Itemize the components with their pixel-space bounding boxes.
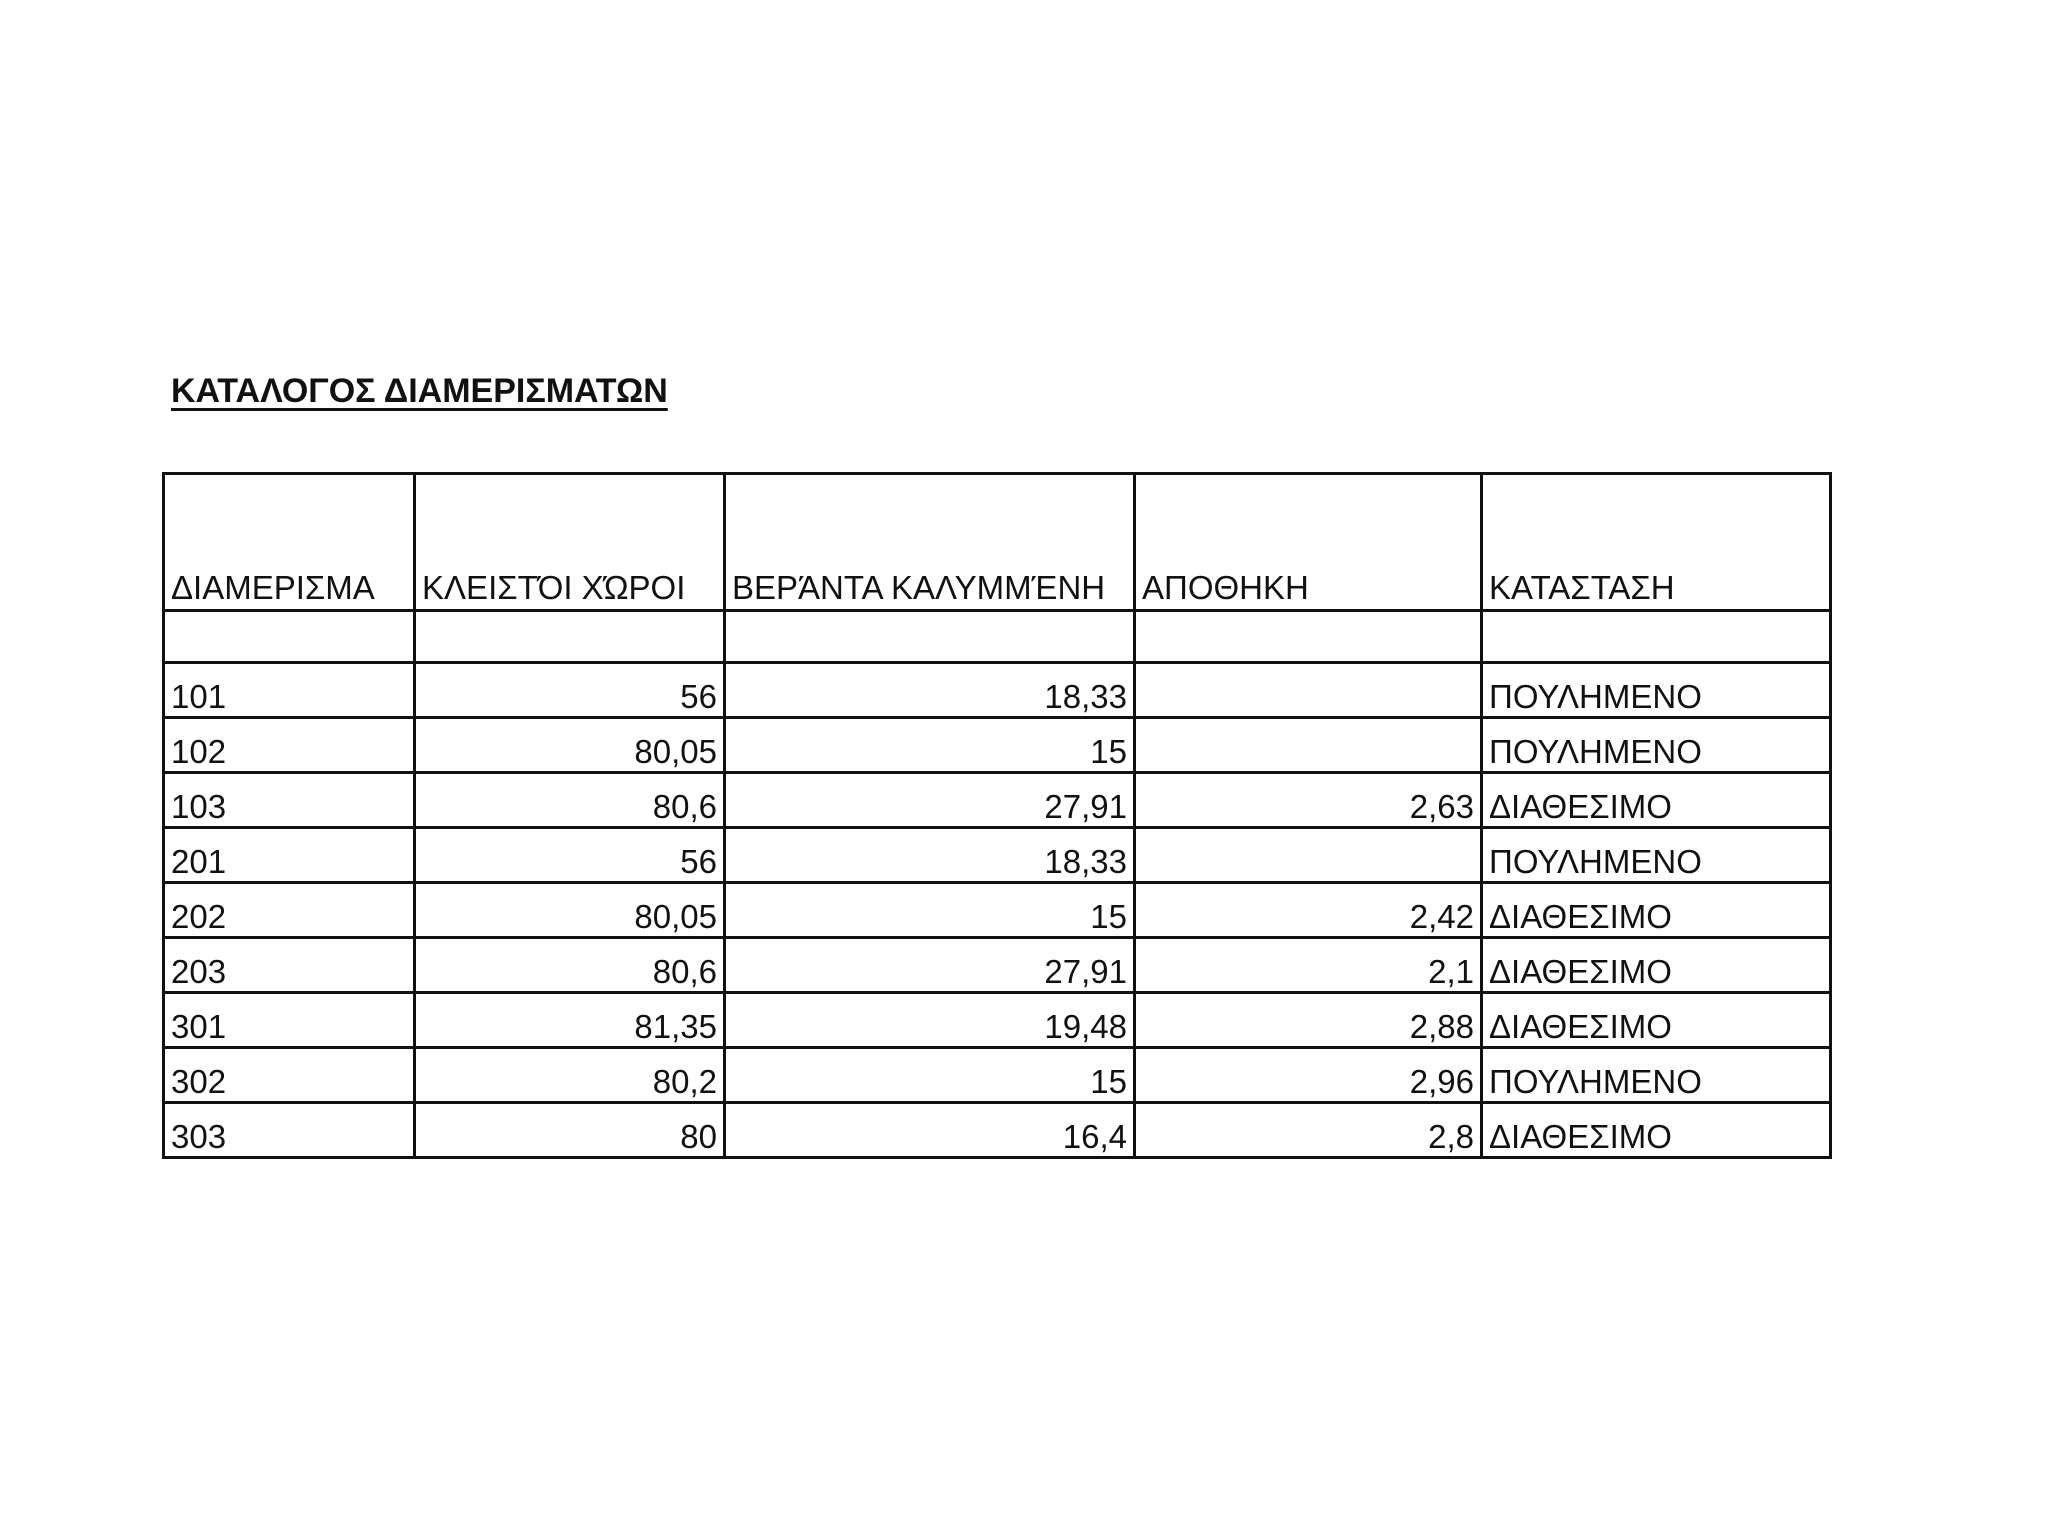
covered-veranda-cell: 18,33 [725,663,1135,718]
table-row [164,1103,1831,1158]
closed-spaces-cell: 80,05 [415,883,725,938]
storage-cell: 2,8 [1135,1103,1482,1158]
header-covered-veranda: ΒΕΡΆΝΤΑ ΚΑΛΥΜΜΈΝΗ [725,474,1135,611]
table-row [164,663,1831,718]
closed-spaces-cell: 80,6 [415,773,725,828]
storage-cell [1135,828,1482,883]
blank-cell [725,611,1135,663]
closed-spaces-cell: 80,2 [415,1048,725,1103]
table-header-row [164,474,1831,611]
closed-spaces-cell: 56 [415,663,725,718]
table-row [164,718,1831,773]
blank-cell [1135,611,1482,663]
table-blank-row [164,611,1831,663]
covered-veranda-cell: 15 [725,718,1135,773]
covered-veranda-cell: 27,91 [725,938,1135,993]
status-cell: ΠΟΥΛΗΜΕΝΟ [1482,718,1831,773]
status-cell: ΔΙΑΘΕΣΙΜΟ [1482,938,1831,993]
apartments-table [162,472,1832,1159]
apartment-cell: 302 [164,1048,415,1103]
covered-veranda-cell: 15 [725,1048,1135,1103]
storage-cell: 2,63 [1135,773,1482,828]
apartment-cell: 102 [164,718,415,773]
status-cell: ΠΟΥΛΗΜΕΝΟ [1482,663,1831,718]
table-row [164,938,1831,993]
status-cell: ΔΙΑΘΕΣΙΜΟ [1482,773,1831,828]
status-cell: ΠΟΥΛΗΜΕΝΟ [1482,1048,1831,1103]
status-cell: ΠΟΥΛΗΜΕΝΟ [1482,828,1831,883]
header-apartment: ΔΙΑΜΕΡΙΣΜΑ [164,474,415,611]
closed-spaces-cell: 80 [415,1103,725,1158]
closed-spaces-cell: 56 [415,828,725,883]
status-cell: ΔΙΑΘΕΣΙΜΟ [1482,1103,1831,1158]
apartment-cell: 201 [164,828,415,883]
apartment-cell: 101 [164,663,415,718]
apartment-cell: 301 [164,993,415,1048]
storage-cell [1135,663,1482,718]
header-storage: ΑΠΟΘΗΚΗ [1135,474,1482,611]
status-cell: ΔΙΑΘΕΣΙΜΟ [1482,883,1831,938]
storage-cell [1135,718,1482,773]
table-row [164,883,1831,938]
storage-cell: 2,88 [1135,993,1482,1048]
apartment-cell: 103 [164,773,415,828]
storage-cell: 2,42 [1135,883,1482,938]
table-row [164,828,1831,883]
apartment-cell: 203 [164,938,415,993]
apartment-cell: 303 [164,1103,415,1158]
closed-spaces-cell: 80,05 [415,718,725,773]
blank-cell [1482,611,1831,663]
table-row [164,773,1831,828]
storage-cell: 2,96 [1135,1048,1482,1103]
storage-cell: 2,1 [1135,938,1482,993]
header-status: ΚΑΤΑΣΤΑΣΗ [1482,474,1831,611]
blank-cell [164,611,415,663]
header-closed-spaces: ΚΛΕΙΣΤΌΙ ΧΏΡΟΙ [415,474,725,611]
covered-veranda-cell: 16,4 [725,1103,1135,1158]
status-cell: ΔΙΑΘΕΣΙΜΟ [1482,993,1831,1048]
covered-veranda-cell: 18,33 [725,828,1135,883]
table-row [164,993,1831,1048]
document-title: ΚΑΤΑΛΟΓΟΣ ΔΙΑΜΕΡΙΣΜΑΤΩΝ [171,372,668,410]
covered-veranda-cell: 15 [725,883,1135,938]
closed-spaces-cell: 80,6 [415,938,725,993]
covered-veranda-cell: 19,48 [725,993,1135,1048]
closed-spaces-cell: 81,35 [415,993,725,1048]
table-row [164,1048,1831,1103]
blank-cell [415,611,725,663]
covered-veranda-cell: 27,91 [725,773,1135,828]
apartment-cell: 202 [164,883,415,938]
